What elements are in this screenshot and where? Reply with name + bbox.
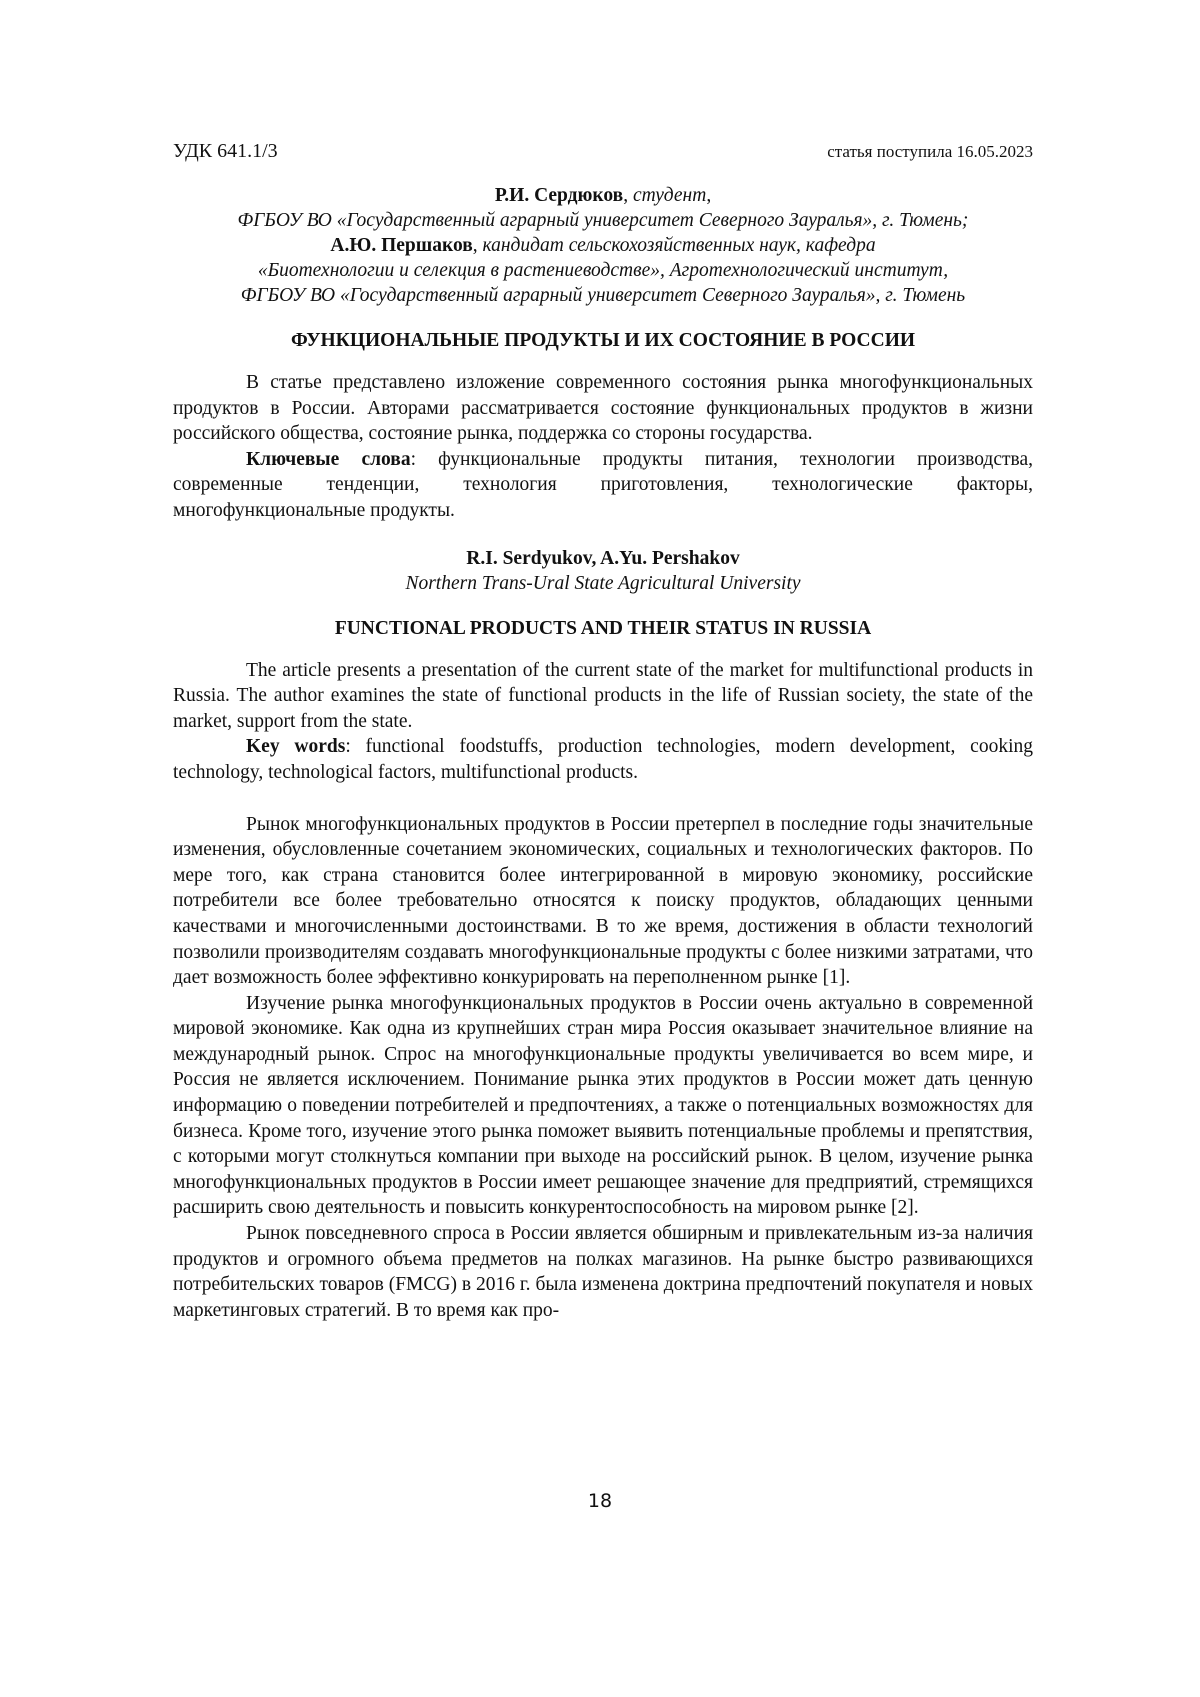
body-paragraph-2: Изучение рынка многофункциональных продуктов в России очень актуально в современной мировой экономике. Как одна из крупнейших стран мира Россия оказывает значительное влияние на международный рынок. Спрос на многофункциональные продукты увеличивается во всем мире, и Россия не является исключением. Понимание рынка этих продуктов в России может дать ценную информацию о поведении потребителей и предпочтениях, а также о потенциальных возможностях для бизнеса. Кроме того, изучение этого рынка поможет выявить потенциальные проблемы и препятствия, с которыми могут столкнуться компании при выходе на российский рынок. В целом, изучение рынка многофункциональных продуктов в России имеет решающее значение для предприятий, стремящихся расширить свою деятельность и повысить конкурентоспособность на мировом рынке [2].: [173, 991, 1033, 1221]
author2-role: кандидат сельскохозяйственных наук, кафедра: [483, 235, 876, 256]
authors-en: [173, 546, 1033, 596]
section-spacer: [173, 786, 1033, 812]
author1-name: Р.И. Сердюков: [495, 185, 623, 206]
author1-affiliation: ФГБОУ ВО «Государственный аграрный университет Северного Зауралья», г. Тюмень;: [238, 210, 969, 231]
title-ru: ФУНКЦИОНАЛЬНЫЕ ПРОДУКТЫ И ИХ СОСТОЯНИЕ В РОССИИ: [173, 330, 1033, 352]
title-en: FUNCTIONAL PRODUCTS AND THEIR STATUS IN RUSSIA: [173, 618, 1033, 640]
authors-en-affiliation: Northern Trans-Ural State Agricultural University: [405, 573, 800, 594]
udk-code: УДК 641.1/3: [173, 140, 278, 163]
author2-department: «Биотехнологии и селекция в растениеводстве», Агротехнологический институт,: [258, 260, 948, 281]
keywords-ru-text: : функциональные продукты питания, технологии производства, современные тенденции, технология приготовления, технологические факторы, многофункциональные продукты.: [173, 449, 1033, 521]
keywords-ru: [173, 447, 1033, 524]
header-row: [173, 140, 1033, 163]
keywords-en-text: : functional foodstuffs, production technologies, modern development, cooking technology, technological factors, multifunctional products.: [173, 736, 1033, 783]
abstract-en: The article presents a presentation of the current state of the market for multifunctional products in Russia. The author examines the state of functional products in the life of Russian society, the state of the market, support from the state.: [173, 658, 1033, 735]
article-page: [173, 140, 1033, 1323]
author2-affiliation: ФГБОУ ВО «Государственный аграрный университет Северного Зауралья», г. Тюмень: [241, 285, 965, 306]
author2-name: А.Ю. Першаков: [330, 235, 472, 256]
keywords-en: [173, 734, 1033, 785]
received-date: статья поступила 16.05.2023: [827, 142, 1033, 162]
abstract-ru: В статье представлено изложение современного состояния рынка многофункциональных продуктов в России. Авторами рассматривается состояние функциональных продуктов в жизни российского общества, состояние рынка, поддержка со стороны государства.: [173, 370, 1033, 447]
author1-role: студент: [633, 185, 706, 206]
body-paragraph-1: Рынок многофункциональных продуктов в России претерпел в последние годы значительные изменения, обусловленные сочетанием экономических, социальных и технологических факторов. По мере того, как страна становится более интегрированной в мировую экономику, российские потребители все более требовательно относятся к поиску продуктов, обладающих ценными качествами и многочисленными достоинствами. В то же время, достижения в области технологий позволили производителям создавать многофункциональные продукты с более низкими затратами, что дает возможность более эффективно конкурировать на переполненном рынке [1].: [173, 812, 1033, 991]
keywords-ru-label: Ключевые слова: [246, 449, 411, 470]
page-number: 18: [0, 1490, 1200, 1512]
keywords-en-label: Key words: [246, 736, 345, 757]
body-paragraph-3: Рынок повседневного спроса в России является обширным и привлекательным из-за наличия продуктов и огромного объема предметов на полках магазинов. На рынке быстро развивающихся потребительских товаров (FMCG) в 2016 г. была изменена доктрина предпочтений покупателя и новых маркетинговых стратегий. В то время как про-: [173, 1221, 1033, 1323]
authors-en-names: R.I. Serdyukov, A.Yu. Pershakov: [466, 548, 739, 569]
authors-ru: Р.И. Сердюков, студент, ФГБОУ ВО «Государственный аграрный университет Северного Зауралья», г. Тюмень; А.Ю. Першаков, кандидат сельскохозяйственных наук, кафедра «Биотехнологии и селекция в растениеводстве», Агротехнологический институт, ФГБОУ ВО «Государственный аграрный университет Северного Зауралья», г. Тюмень: [173, 183, 1033, 308]
